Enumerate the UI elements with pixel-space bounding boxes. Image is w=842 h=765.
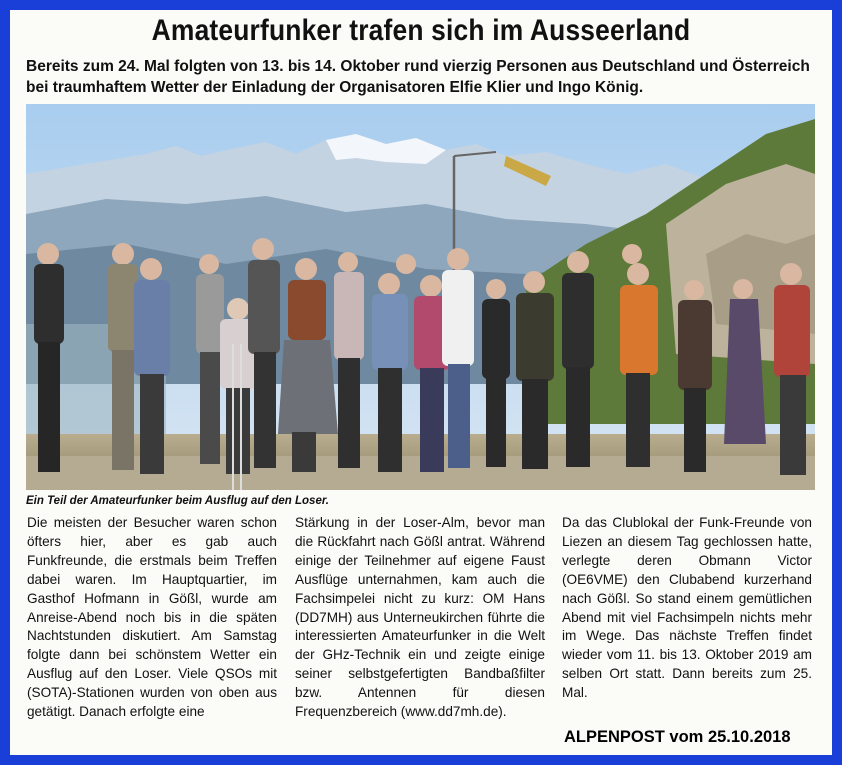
article-lead: Bereits zum 24. Mal folgten von 13. bis 14. Oktober rund vierzig Personen aus Deutschland und Österreich bei traumhaftem Wetter der Einladung der Organisatoren Elfie Klier und Ingo König. bbox=[26, 58, 810, 96]
article-column-3 bbox=[562, 514, 812, 703]
article-column-2 bbox=[295, 514, 545, 722]
source-credit: ALPENPOST vom 25.10.2018 bbox=[564, 728, 791, 746]
column-text: Stärkung in der Loser-Alm, bevor man die Rückfahrt nach Gößl antrat. Während einige der Teilnehmer auf eigene Faust Ausflüge unternahmen, kam auch die Fachsimpelei nicht zu kurz: OM Hans (DD7MH) aus Unterneukirchen führte die interessierten Amateurfunker in die Welt der GHz-Technik ein und zeigte einige seiner selbstgefertigten Bandbaßfilter bzw. Antennen für diesen Frequenzbereich (www.dd7mh.de). bbox=[295, 515, 545, 720]
article-frame bbox=[10, 10, 832, 755]
article-column-1 bbox=[27, 514, 277, 722]
column-text: Da das Clublokal der Funk-Freunde von Liezen an diesem Tag gechlossen hatte, verlegte deren Obmann Victor (OE6VME) den Clubabend kurzerhand nach Gößl. So stand einem gemütlichen Abend mit viel Fachsimpeln nichts mehr im Wege. Das nächste Treffen findet wieder vom 11. bis 13. Oktober 2019 am selben Ort statt. Dann bereits zum 25. Mal. bbox=[562, 515, 812, 701]
group-photo bbox=[26, 104, 815, 490]
article-headline: Amateurfunker trafen sich im Ausseerland bbox=[151, 14, 691, 47]
column-text: Die meisten der Besucher waren schon öfters hier, aber es gab auch Funkfreunde, die erstmals beim Treffen dabei waren. Im Hauptquartier, im Gasthof Hofmann in Gößl, wurde am Anreise-Abend noch bis in die späten Nachtstunden diskutiert. Am Samstag folgte dann bei schönstem Wetter ein Ausflug auf den Loser. Viele QSOs mit (SOTA)-Stationen wurden von oben aus getätigt. Danach erfolgte eine bbox=[27, 515, 277, 720]
photo-caption: Ein Teil der Amateurfunker beim Ausflug auf den Loser. bbox=[26, 495, 329, 507]
